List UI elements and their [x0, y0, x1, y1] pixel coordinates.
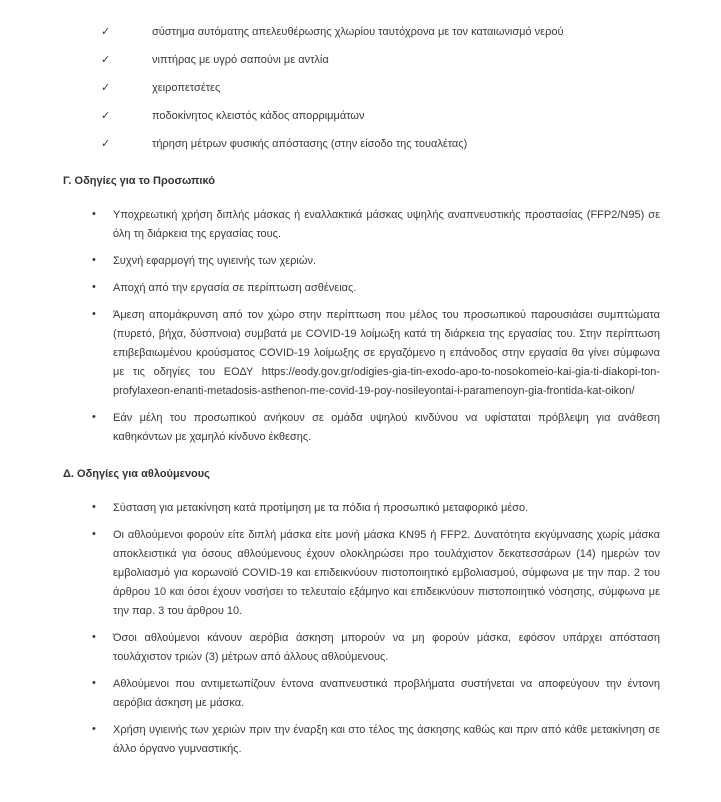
checklist-item-text: νιπτήρας με υγρό σαπούνι με αντλία: [152, 54, 329, 66]
bullet-item: [63, 206, 660, 244]
checklist-item: [63, 23, 660, 42]
bullet-text: Αποχή από την εργασία σε περίπτωση ασθένειας.: [113, 282, 357, 294]
check-icon: ✓: [101, 82, 111, 94]
bullet-icon: •: [92, 501, 96, 513]
bullet-text: Συχνή εφαρμογή της υγιεινής των χεριών.: [113, 255, 317, 267]
bullet-icon: •: [92, 308, 96, 320]
bullet-item: [63, 499, 660, 518]
checklist-item-text: σύστημα αυτόματης απελευθέρωσης χλωρίου ταυτόχρονα με τον καταιωνισμό νερού: [152, 26, 564, 38]
bullet-text: Χρήση υγιεινής των χεριών πριν την έναρξη και στο τέλος της άσκησης καθώς και πριν από κάθε μετακίνηση σε άλλο όργανο γυμναστικής.: [113, 724, 660, 755]
bullet-icon: •: [92, 631, 96, 643]
bullet-item: [63, 306, 660, 401]
bullet-icon: •: [92, 411, 96, 423]
bullet-item: [63, 629, 660, 667]
bullet-text: Υποχρεωτική χρήση διπλής μάσκας ή εναλλακτικά μάσκας υψηλής αναπνευστικής προστασίας (FFP2/N95) σε όλη τη διάρκεια της εργασίας τους.: [113, 209, 660, 240]
checklist-item: [63, 79, 660, 98]
bullet-icon: •: [92, 723, 96, 735]
bullet-item: [63, 279, 660, 298]
checklist-item: [63, 51, 660, 70]
bullet-text: Εάν μέλη του προσωπικού ανήκουν σε ομάδα υψηλού κινδύνου να υφίσταται πρόβλεψη για ανάθεση καθηκόντων με χαμηλό κίνδυνο έκθεσης.: [113, 412, 660, 443]
check-icon: ✓: [101, 26, 111, 38]
checklist-item: [63, 135, 660, 154]
check-icon: ✓: [101, 138, 111, 150]
eody-url-link[interactable]: https://eody.gov.gr/odigies-gia-tin-exodo-apo-to-nosokomeio-kai-gia-ti-diakopi-ton-profylaxeon-enanti-metadosis-asthenon-me-covid-19-poy-nosileyontai-i-paramenoyn-gia-frontida-kat-oikon/: [113, 366, 660, 397]
check-icon: ✓: [101, 110, 111, 122]
checklist-item-text: τήρηση μέτρων φυσικής απόστασης (στην είσοδο της τουαλέτας): [152, 138, 468, 150]
bullet-item: [63, 409, 660, 447]
section-heading-athletes: Δ. Οδηγίες για αθλούμενους: [63, 468, 210, 480]
bullet-text: Αθλούμενοι που αντιμετωπίζουν έντονα αναπνευστικά προβλήματα συστήνεται να αποφεύγουν την έντονη αερόβια άσκηση με μάσκα.: [113, 678, 660, 709]
bullet-item: [63, 526, 660, 621]
bullet-text: [113, 309, 660, 397]
checklist-item-text: χειροπετσέτες: [152, 82, 221, 94]
bullet-item: [63, 675, 660, 713]
bullet-text: Οι αθλούμενοι φορούν είτε διπλή μάσκα είτε μονή μάσκα KN95 ή FFP2. Δυνατότητα εκγύμνασης χωρίς μάσκα αποκλειστικά για όσους αθλούμενους έχουν ολοκληρώσει προ τουλάχιστον δεκατεσσάρων (14) ημερών τον εμβολιασμό για κορωνοϊό COVID-19 και επιδεικνύουν πιστοποιητικό εμβολιασμού, σύμφωνα με την παρ. 2 του άρθρου 10 και όσοι έχουν νοσήσει το τελευταίο εξάμηνο και επιδεικνύουν πιστοποιητικό νόσησης, σύμφωνα με την παρ. 3 του άρθρου 10.: [113, 529, 660, 617]
bullet-icon: •: [92, 254, 96, 266]
check-icon: ✓: [101, 54, 111, 66]
toilet-measures-checklist: [63, 23, 660, 154]
bullet-item: [63, 252, 660, 271]
bullet-icon: •: [92, 677, 96, 689]
athletes-instructions-list: [63, 499, 660, 759]
staff-instructions-list: [63, 206, 660, 447]
bullet-text: Σύσταση για μετακίνηση κατά προτίμηση με τα πόδια ή προσωπικό μεταφορικό μέσο.: [113, 502, 529, 514]
section-heading-staff: Γ. Οδηγίες για το Προσωπικό: [63, 175, 215, 187]
bullet-icon: •: [92, 208, 96, 220]
bullet-icon: •: [92, 528, 96, 540]
bullet-text: Όσοι αθλούμενοι κάνουν αερόβια άσκηση μπορούν να μη φορούν μάσκα, εφόσον υπάρχει απόσταση τουλάχιστον τριών (3) μέτρων από άλλους αθλούμενους.: [113, 632, 660, 663]
bullet-text-segment: Άμεση απομάκρυνση από τον χώρο στην περίπτωση που μέλος του προσωπικού παρουσιάσει συμπτώματα (πυρετό, βήχα, δύσπνοια) συμβατά με COVID-19 λοίμωξη κατά τη διάρκεια της εργασίας του. Στην περίπτωση επιβεβαιωμένου κρούσματος COVID-19 λοίμωξης σε εργαζόμενο η επάνοδος στην εργασία θα γίνει σύμφωνα με τις οδηγίες του ΕΟΔΥ: [113, 309, 660, 378]
bullet-item: [63, 721, 660, 759]
checklist-item: [63, 107, 660, 126]
checklist-item-text: ποδοκίνητος κλειστός κάδος απορριμμάτων: [152, 110, 365, 122]
bullet-icon: •: [92, 281, 96, 293]
